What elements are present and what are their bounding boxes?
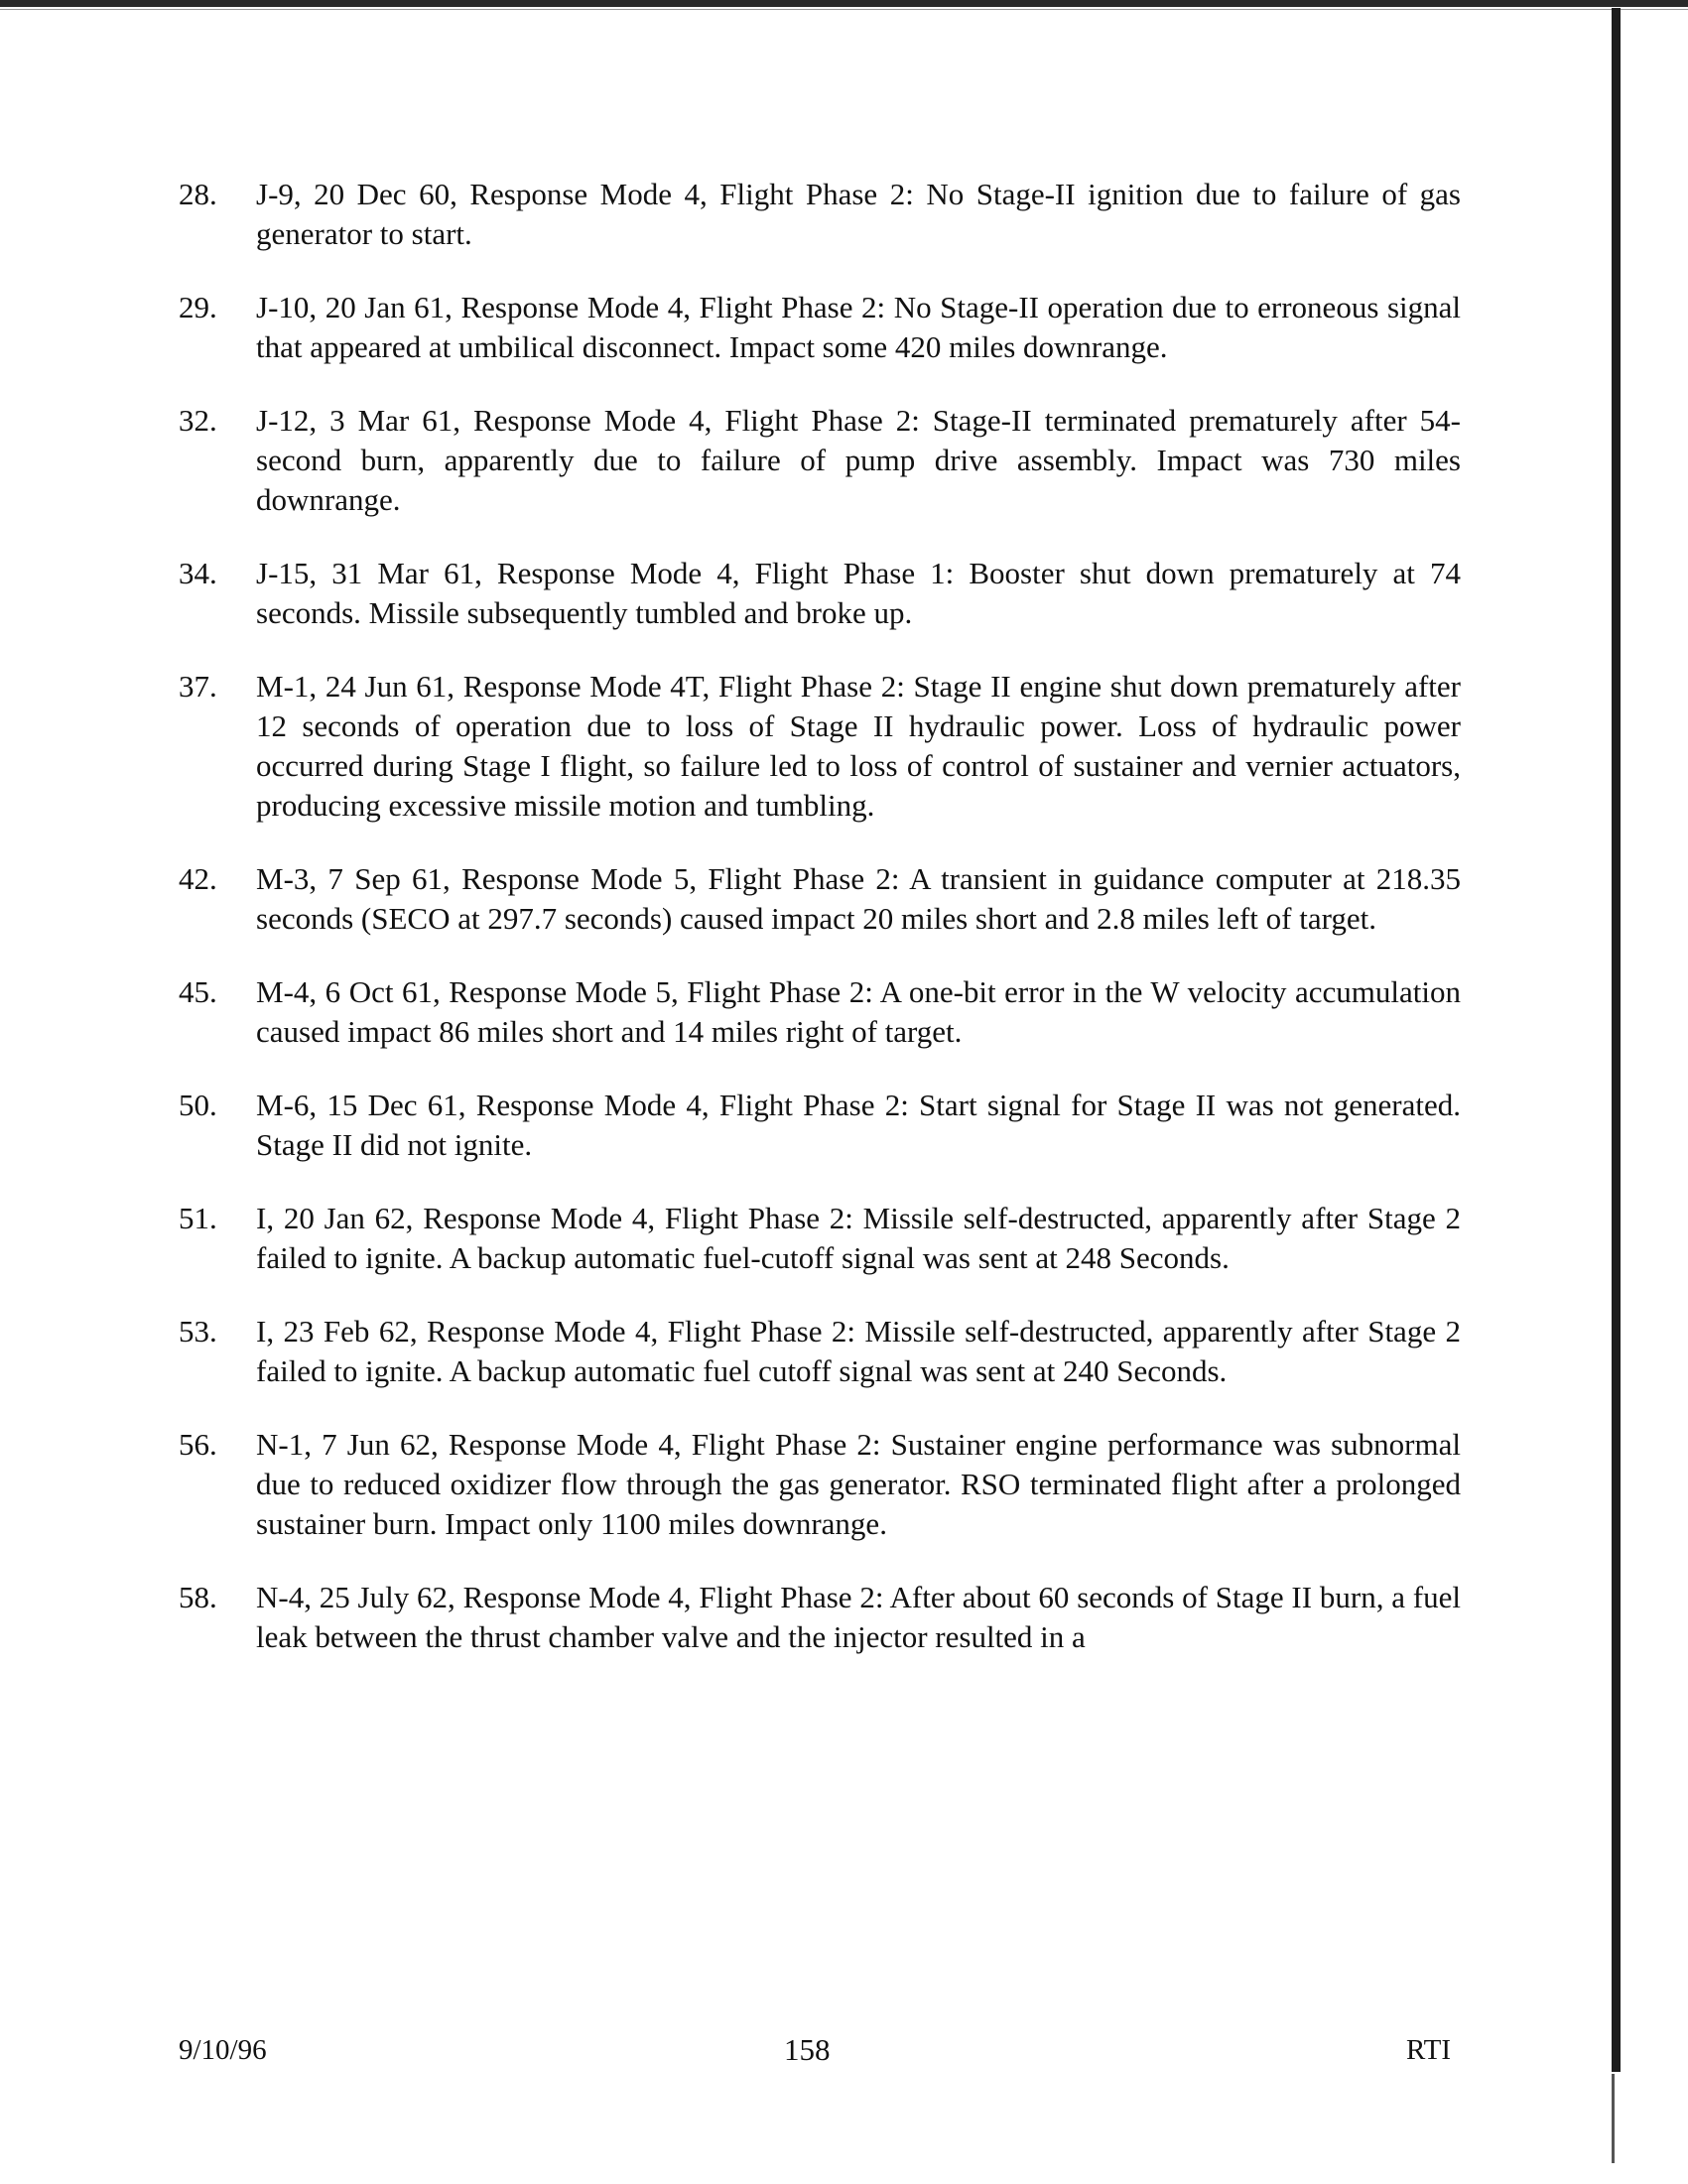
entry-number: 58. [179,1580,217,1614]
entry-text: J-12, 3 Mar 61, Response Mode 4, Flight Phase 2: Stage-II terminated prematurely after 54-second burn, apparently due to failure of pump drive assembly. Impact was 730 miles downrange. [256,403,1461,517]
entry-number: 53. [179,1314,217,1349]
list-item [179,667,1461,826]
list-item [179,859,1461,939]
page-footer [179,2030,1451,2070]
entry-number: 42. [179,861,217,896]
entry-text: M-4, 6 Oct 61, Response Mode 5, Flight Phase 2: A one-bit error in the W velocity accumulation caused impact 86 miles short and 14 miles right of target. [256,974,1461,1049]
scan-right-edge-lower [1612,2074,1615,2163]
failure-entry-list [179,175,1461,1691]
footer-organization: RTI [1406,2034,1451,2066]
entry-text: J-15, 31 Mar 61, Response Mode 4, Flight Phase 1: Booster shut down prematurely at 74 seconds. Missile subsequently tumbled and broke up. [256,556,1461,630]
list-item [179,401,1461,520]
entry-text: M-1, 24 Jun 61, Response Mode 4T, Flight Phase 2: Stage II engine shut down prematurely after 12 seconds of operation due to loss of Stage II hydraulic power. Loss of hydraulic power occurred during Stage I flight, so failure led to loss of control of sustainer and vernier actuators, producing excessive missile motion and tumbling. [256,669,1461,823]
entry-number: 50. [179,1088,217,1122]
entry-text: J-9, 20 Dec 60, Response Mode 4, Flight Phase 2: No Stage-II ignition due to failure of gas generator to start. [256,177,1461,251]
list-item [179,972,1461,1052]
list-item [179,175,1461,254]
list-item [179,288,1461,367]
entry-number: 51. [179,1201,217,1235]
scan-top-thin-line [0,9,1688,10]
scan-right-edge [1612,8,1621,2072]
entry-number: 32. [179,403,217,438]
entry-number: 37. [179,669,217,704]
list-item [179,1086,1461,1165]
entry-text: I, 23 Feb 62, Response Mode 4, Flight Phase 2: Missile self-destructed, apparently after Stage 2 failed to ignite. A backup automatic fuel cutoff signal was sent at 240 Seconds. [256,1314,1461,1388]
entry-text: N-1, 7 Jun 62, Response Mode 4, Flight Phase 2: Sustainer engine performance was subnormal due to reduced oxidizer flow through the gas generator. RSO terminated flight after a prolonged sustainer burn. Impact only 1100 miles downrange. [256,1427,1461,1541]
footer-date: 9/10/96 [179,2034,267,2066]
list-item [179,554,1461,633]
list-item [179,1312,1461,1391]
entry-text: M-3, 7 Sep 61, Response Mode 5, Flight Phase 2: A transient in guidance computer at 218.35 seconds (SECO at 297.7 seconds) caused impact 20 miles short and 2.8 miles left of target. [256,861,1461,936]
list-item [179,1199,1461,1278]
scan-top-border [0,0,1688,7]
entry-text: I, 20 Jan 62, Response Mode 4, Flight Phase 2: Missile self-destructed, apparently after Stage 2 failed to ignite. A backup automatic fuel-cutoff signal was sent at 248 Seconds. [256,1201,1461,1275]
entry-number: 29. [179,290,217,324]
entry-number: 28. [179,177,217,211]
entry-number: 34. [179,556,217,590]
entry-text: J-10, 20 Jan 61, Response Mode 4, Flight Phase 2: No Stage-II operation due to erroneous signal that appeared at umbilical disconnect. Impact some 420 miles downrange. [256,290,1461,364]
page-number: 158 [784,2032,831,2067]
entry-number: 45. [179,974,217,1009]
list-item [179,1578,1461,1657]
entry-text: N-4, 25 July 62, Response Mode 4, Flight Phase 2: After about 60 seconds of Stage II burn, a fuel leak between the thrust chamber valve and the injector resulted in a [256,1580,1461,1654]
list-item [179,1425,1461,1544]
entry-text: M-6, 15 Dec 61, Response Mode 4, Flight Phase 2: Start signal for Stage II was not generated. Stage II did not ignite. [256,1088,1461,1162]
entry-number: 56. [179,1427,217,1462]
